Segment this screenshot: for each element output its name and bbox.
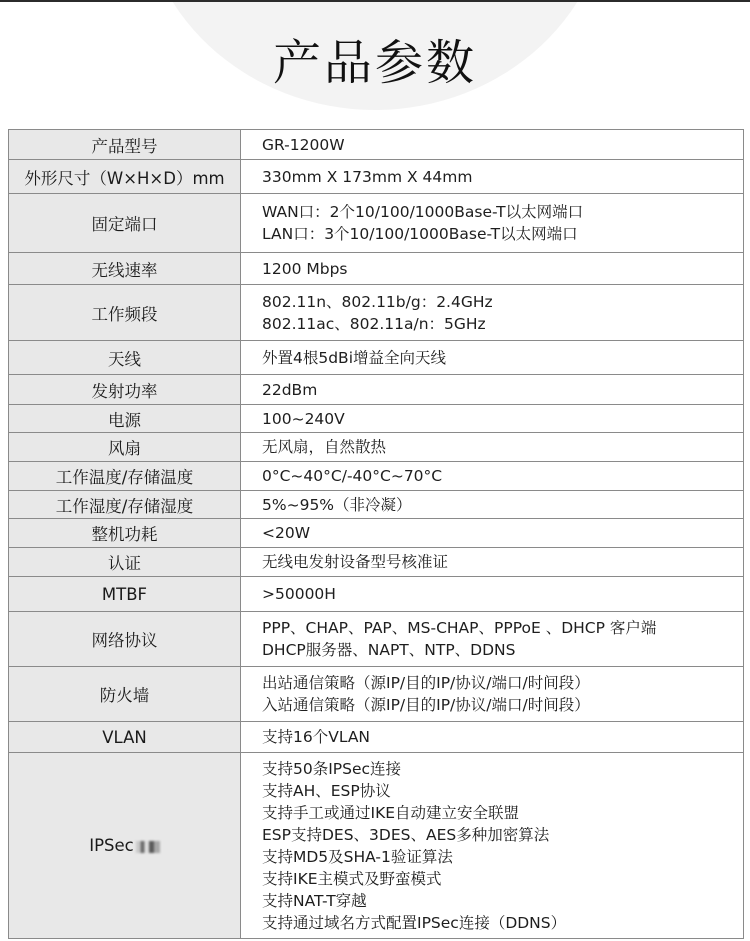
spec-value — [241, 160, 744, 194]
spec-value-line: 外置4根5dBi增益全向天线 — [262, 348, 447, 367]
spec-row-ipsec — [9, 753, 744, 939]
spec-value-line: 支持手工或通过IKE自动建立安全联盟 — [262, 803, 520, 822]
spec-row-fan — [9, 433, 744, 462]
spec-label-cell — [9, 753, 241, 939]
spec-label: IPSec — [89, 836, 134, 855]
spec-row-ports — [9, 194, 744, 253]
spec-value — [241, 341, 744, 375]
spec-value-line: 支持16个VLAN — [262, 728, 371, 746]
spec-value — [241, 433, 744, 462]
page-title: 产品参数 — [272, 35, 477, 91]
spec-row-humidity — [9, 491, 744, 519]
spec-value — [241, 722, 744, 753]
spec-row-model — [9, 130, 744, 160]
spec-label: 电源 — [9, 405, 241, 433]
spec-value-line: <20W — [262, 524, 311, 542]
spec-value-line: 出站通信策略（源IP/目的IP/协议/端口/时间段） — [262, 674, 590, 692]
spec-row-tx-power — [9, 375, 744, 405]
spec-label: 整机功耗 — [9, 519, 241, 548]
spec-value-line: LAN口：3个10/100/1000Base-T以太网端口 — [262, 225, 578, 243]
spec-label: 工作频段 — [9, 285, 241, 341]
spec-value-line: 330mm X 173mm X 44mm — [262, 167, 473, 186]
spec-value — [241, 285, 744, 341]
spec-value-line: 802.11n、802.11b/g：2.4GHz — [262, 292, 493, 311]
spec-value — [241, 612, 744, 667]
spec-value-line: 100~240V — [262, 409, 345, 428]
spec-value-line: 0°C~40°C/-40°C~70°C — [262, 467, 443, 485]
spec-value — [241, 548, 744, 577]
spec-value — [241, 753, 744, 939]
spec-label: 无线速率 — [9, 253, 241, 285]
spec-label: MTBF — [9, 577, 241, 612]
spec-label: 防火墙 — [9, 667, 241, 722]
spec-label: 产品型号 — [9, 130, 241, 160]
spec-value-line: ESP支持DES、3DES、AES多种加密算法 — [262, 825, 550, 844]
spec-label: VLAN — [9, 722, 241, 753]
spec-value — [241, 194, 744, 253]
spec-value — [241, 253, 744, 285]
spec-label: 固定端口 — [9, 194, 241, 253]
spec-value-line: 无风扇，自然散热 — [262, 438, 387, 456]
spec-row-antenna — [9, 341, 744, 375]
spec-value-line: 支持IKE主模式及野蛮模式 — [262, 869, 442, 888]
spec-row-frequency — [9, 285, 744, 341]
spec-label: 天线 — [9, 341, 241, 375]
spec-value — [241, 577, 744, 612]
spec-label: 外形尺寸（W×H×D）mm — [9, 160, 241, 194]
spec-value-line: PPP、CHAP、PAP、MS-CHAP、PPPoE 、DHCP 客户端 — [262, 619, 657, 637]
spec-row-firewall — [9, 667, 744, 722]
spec-value — [241, 375, 744, 405]
spec-value-line: DHCP服务器、NAPT、NTP、DDNS — [262, 641, 516, 659]
spec-value-line: 支持NAT-T穿越 — [262, 891, 367, 910]
spec-value-line: 支持50条IPSec连接 — [262, 759, 402, 778]
spec-row-wireless-rate — [9, 253, 744, 285]
spec-value — [241, 491, 744, 519]
spec-value-line: 支持AH、ESP协议 — [262, 781, 391, 800]
blurred-text — [136, 841, 160, 853]
spec-row-power-supply — [9, 405, 744, 433]
spec-value-line: 1200 Mbps — [262, 259, 348, 278]
spec-label: 网络协议 — [9, 612, 241, 667]
spec-value — [241, 130, 744, 160]
spec-value-line: >50000H — [262, 585, 336, 603]
spec-value-line: GR-1200W — [262, 135, 345, 154]
spec-value — [241, 405, 744, 433]
spec-label: 发射功率 — [9, 375, 241, 405]
spec-value-line: 22dBm — [262, 380, 318, 399]
spec-value-line: 5%~95%（非冷凝） — [262, 495, 412, 514]
spec-value-line: 支持通过域名方式配置IPSec连接（DDNS） — [262, 913, 567, 932]
spec-row-protocols — [9, 612, 744, 667]
spec-row-dimensions — [9, 160, 744, 194]
spec-value-line: 入站通信策略（源IP/目的IP/协议/端口/时间段） — [262, 696, 590, 714]
spec-value-line: 支持MD5及SHA-1验证算法 — [262, 847, 453, 866]
spec-value — [241, 462, 744, 491]
spec-value-line: 802.11ac、802.11a/n：5GHz — [262, 314, 486, 333]
spec-value-line: WAN口：2个10/100/1000Base-T以太网端口 — [262, 203, 584, 221]
spec-table — [8, 129, 744, 939]
top-border — [0, 0, 750, 2]
spec-row-temperature — [9, 462, 744, 491]
spec-label: 工作温度/存储温度 — [9, 462, 241, 491]
spec-value-line: 无线电发射设备型号核准证 — [262, 553, 449, 571]
spec-row-mtbf — [9, 577, 744, 612]
spec-label: 工作湿度/存储湿度 — [9, 491, 241, 519]
spec-row-certification — [9, 548, 744, 577]
spec-row-vlan — [9, 722, 744, 753]
spec-value — [241, 667, 744, 722]
spec-label: 认证 — [9, 548, 241, 577]
spec-label: 风扇 — [9, 433, 241, 462]
spec-value — [241, 519, 744, 548]
spec-row-power-consumption — [9, 519, 744, 548]
